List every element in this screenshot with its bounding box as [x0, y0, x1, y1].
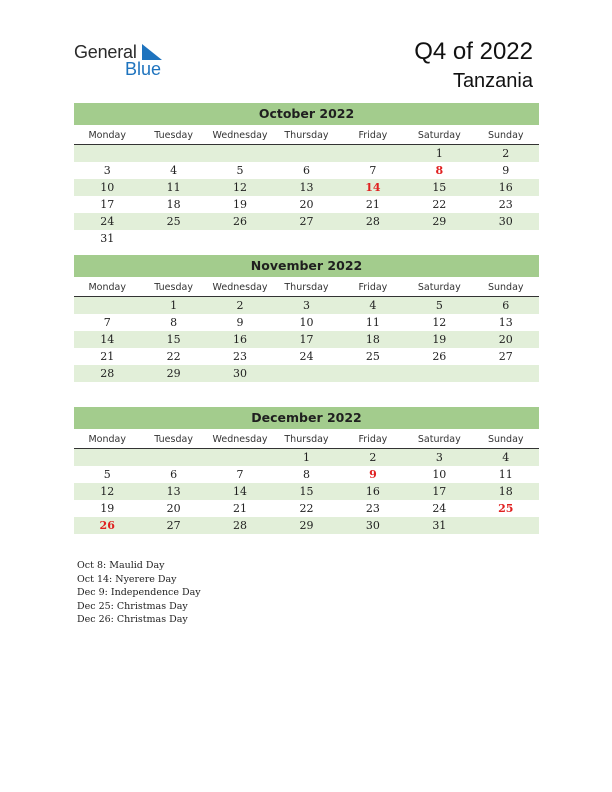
month-title: November 2022: [74, 255, 539, 277]
weekday-label: Monday: [88, 434, 126, 445]
date-cell: 9: [236, 316, 244, 329]
date-cell: [74, 145, 140, 162]
date-cell: 5: [435, 299, 443, 312]
date-cell: [207, 449, 273, 466]
date-cell: 24: [100, 215, 115, 228]
date-cell: 5: [103, 468, 111, 481]
holiday-note: Dec 9: Independence Day: [77, 587, 201, 599]
week-row: [74, 179, 539, 196]
holiday-note: Oct 14: Nyerere Day: [77, 573, 177, 585]
date-cell: 21: [233, 502, 248, 515]
date-cell: 28: [365, 215, 380, 228]
date-cell: 22: [299, 502, 314, 515]
date-cell: [473, 517, 539, 534]
date-cell: 15: [432, 181, 447, 194]
week-row: [74, 162, 539, 179]
date-cell: 30: [498, 215, 513, 228]
date-cell: 23: [365, 502, 380, 515]
date-cell: 10: [432, 468, 447, 481]
date-cell: 25: [365, 350, 380, 363]
date-cell: 17: [100, 198, 115, 211]
week-row: [74, 483, 539, 500]
date-cell: 10: [100, 181, 115, 194]
date-cell: 17: [432, 485, 447, 498]
date-cell: 13: [498, 316, 513, 329]
weekday-label: Thursday: [284, 434, 329, 445]
date-cell: 15: [299, 485, 314, 498]
date-cell: 26: [233, 215, 248, 228]
date-cell: 7: [369, 164, 377, 177]
date-cell: 9: [502, 164, 510, 177]
date-cell: 27: [498, 350, 513, 363]
holiday-date-cell: 26: [99, 519, 115, 532]
weekday-label: Wednesday: [212, 434, 268, 445]
date-cell: 2: [236, 299, 244, 312]
holiday-note: Dec 25: Christmas Day: [77, 600, 188, 612]
date-cell: [140, 230, 206, 247]
date-cell: 4: [502, 451, 510, 464]
holiday-note: Dec 26: Christmas Day: [77, 614, 188, 626]
date-cell: 30: [365, 519, 380, 532]
logo: [74, 42, 174, 82]
logo-triangle-icon: [142, 44, 164, 60]
date-cell: [406, 230, 472, 247]
date-cell: 22: [166, 350, 181, 363]
date-cell: [74, 297, 140, 314]
date-cell: 28: [100, 367, 115, 380]
month-november: [74, 255, 539, 382]
weekday-label: Sunday: [487, 282, 524, 293]
date-cell: [273, 365, 339, 382]
date-cell: 14: [233, 485, 248, 498]
date-cell: 3: [103, 164, 111, 177]
holiday-note: Oct 8: Maulid Day: [77, 560, 165, 571]
date-cell: 2: [502, 147, 510, 160]
weekday-label: Tuesday: [154, 282, 193, 293]
date-cell: 6: [170, 468, 178, 481]
week-row: [74, 466, 539, 483]
date-cell: 8: [170, 316, 178, 329]
country-name: Tanzania: [452, 70, 533, 92]
date-cell: 18: [166, 198, 181, 211]
date-cell: 21: [100, 350, 115, 363]
weekday-label: Thursday: [284, 130, 329, 141]
weekday-label: Saturday: [417, 282, 461, 293]
month-title: October 2022: [74, 103, 539, 125]
date-cell: 27: [299, 215, 314, 228]
date-cell: 12: [233, 181, 248, 194]
date-cell: 19: [233, 198, 248, 211]
week-row: [74, 517, 539, 534]
week-row: [74, 500, 539, 517]
weekday-label: Saturday: [417, 130, 461, 141]
date-cell: 12: [100, 485, 115, 498]
date-cell: 3: [302, 299, 310, 312]
month-october: [74, 103, 539, 247]
date-cell: [473, 230, 539, 247]
date-cell: 18: [498, 485, 513, 498]
date-cell: 11: [365, 316, 380, 329]
date-cell: 20: [166, 502, 181, 515]
week-row: [74, 145, 539, 162]
date-cell: [273, 230, 339, 247]
holiday-date-cell: 25: [498, 502, 514, 515]
date-cell: 31: [100, 232, 115, 245]
holiday-date-cell: 9: [369, 468, 377, 481]
date-cell: 20: [299, 198, 314, 211]
date-cell: 16: [233, 333, 248, 346]
date-cell: 14: [100, 333, 115, 346]
weekday-label: Tuesday: [154, 434, 193, 445]
weekday-label: Thursday: [284, 282, 329, 293]
date-cell: 19: [432, 333, 447, 346]
weekday-header-row: [74, 127, 539, 145]
date-cell: 29: [299, 519, 314, 532]
date-cell: 7: [103, 316, 111, 329]
date-cell: 24: [432, 502, 447, 515]
date-cell: 13: [166, 485, 181, 498]
date-cell: 6: [302, 164, 310, 177]
date-cell: 20: [498, 333, 513, 346]
date-cell: [207, 230, 273, 247]
date-cell: 16: [365, 485, 380, 498]
date-cell: [273, 145, 339, 162]
page-title: Q4 of 2022: [414, 38, 533, 65]
date-cell: 7: [236, 468, 244, 481]
date-cell: 4: [170, 164, 178, 177]
weekday-label: Wednesday: [212, 130, 268, 141]
week-row: [74, 365, 539, 382]
holiday-date-cell: 14: [365, 181, 381, 194]
date-cell: [207, 145, 273, 162]
weekday-label: Sunday: [487, 130, 524, 141]
weekday-label: Friday: [358, 282, 388, 293]
date-cell: 22: [432, 198, 447, 211]
date-cell: 12: [432, 316, 447, 329]
date-cell: [140, 449, 206, 466]
week-row: [74, 449, 539, 466]
holiday-notes: [77, 559, 201, 627]
date-cell: 17: [299, 333, 314, 346]
week-row: [74, 348, 539, 365]
weekday-label: Sunday: [487, 434, 524, 445]
date-cell: 8: [302, 468, 310, 481]
date-cell: 23: [233, 350, 248, 363]
date-cell: [340, 145, 406, 162]
date-cell: 11: [166, 181, 181, 194]
weekday-label: Saturday: [417, 434, 461, 445]
week-row: [74, 213, 539, 230]
weekday-header-row: [74, 279, 539, 297]
holiday-date-cell: 8: [435, 164, 444, 177]
date-cell: 31: [432, 519, 447, 532]
date-cell: 6: [502, 299, 510, 312]
date-cell: 29: [432, 215, 447, 228]
weekday-label: Tuesday: [154, 130, 193, 141]
date-cell: 4: [369, 299, 377, 312]
date-cell: 25: [166, 215, 181, 228]
date-cell: 28: [233, 519, 248, 532]
date-cell: 15: [166, 333, 181, 346]
date-cell: 1: [302, 451, 310, 464]
date-cell: 16: [498, 181, 513, 194]
date-cell: 5: [236, 164, 244, 177]
weekday-label: Monday: [88, 282, 126, 293]
date-cell: 11: [498, 468, 513, 481]
date-cell: 27: [166, 519, 181, 532]
date-cell: [406, 365, 472, 382]
week-row: [74, 297, 539, 314]
date-cell: [74, 449, 140, 466]
logo-word-blue: Blue: [125, 59, 162, 79]
logo-word-general: General: [74, 42, 137, 62]
month-december: [74, 407, 539, 534]
date-cell: 23: [498, 198, 513, 211]
date-cell: 24: [299, 350, 314, 363]
week-row: [74, 331, 539, 348]
date-cell: 29: [166, 367, 181, 380]
date-cell: 2: [369, 451, 377, 464]
date-cell: 13: [299, 181, 314, 194]
date-cell: [473, 365, 539, 382]
date-cell: 1: [435, 147, 443, 160]
week-row: [74, 314, 539, 331]
date-cell: 26: [432, 350, 447, 363]
weekday-label: Monday: [88, 130, 126, 141]
weekday-label: Wednesday: [212, 282, 268, 293]
date-cell: [140, 145, 206, 162]
date-cell: 3: [435, 451, 443, 464]
date-cell: 1: [170, 299, 178, 312]
date-cell: 10: [299, 316, 314, 329]
weekday-header-row: [74, 431, 539, 449]
month-title: December 2022: [74, 407, 539, 429]
date-cell: 21: [365, 198, 380, 211]
weekday-label: Friday: [358, 434, 388, 445]
date-cell: 18: [365, 333, 380, 346]
week-row: [74, 230, 539, 247]
date-cell: [340, 365, 406, 382]
week-row: [74, 196, 539, 213]
date-cell: 30: [233, 367, 248, 380]
weekday-label: Friday: [358, 130, 388, 141]
date-cell: 19: [100, 502, 115, 515]
date-cell: [340, 230, 406, 247]
